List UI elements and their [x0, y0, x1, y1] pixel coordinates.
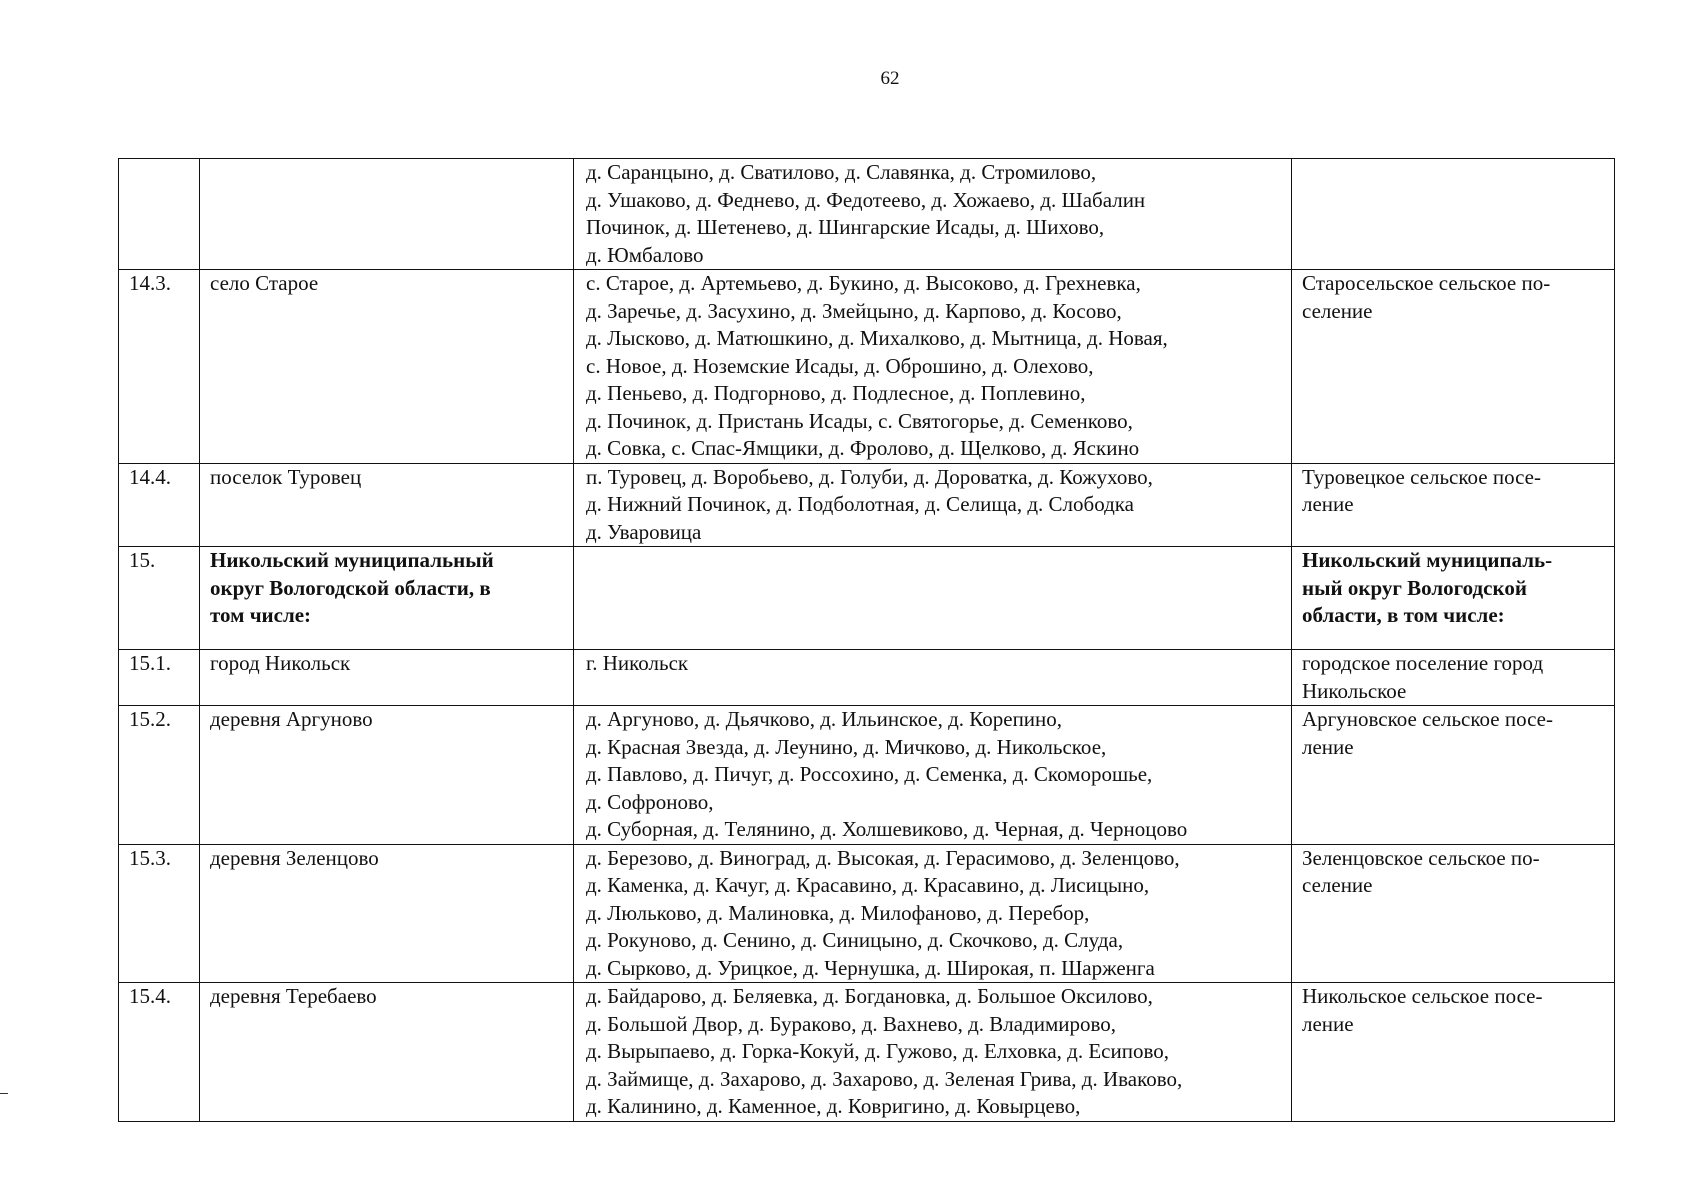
list-line: д. Уваровица — [586, 519, 702, 544]
municipality-cell — [1292, 159, 1615, 270]
mun-line: ный округ Вологодской — [1302, 575, 1527, 600]
name-line: том числе: — [210, 603, 312, 627]
list-line: д. Пеньево, д. Подгорново, д. Подлесное, д. Поплевино, — [586, 381, 1086, 405]
mun-line: ление — [1302, 492, 1354, 516]
table-row — [119, 650, 1615, 706]
table-row — [119, 547, 1615, 650]
mun-line: городское поселение город — [1302, 651, 1544, 675]
list-line: д. Нижний Починок, д. Подболотная, д. Селища, д. Слободка — [586, 492, 1134, 516]
name-line: деревня Аргуново — [210, 707, 373, 731]
list-line: д. Павлово, д. Пичуг, д. Россохино, д. Семенка, д. Скоморошье, — [586, 762, 1153, 786]
list-line: д. Березово, д. Виноград, д. Высокая, д. Герасимово, д. Зеленцово, — [586, 845, 1180, 870]
list-line: д. Калинино, д. Каменное, д. Ковригино, д. Ковырцево, — [586, 1094, 1081, 1118]
table-row — [119, 706, 1615, 845]
mun-line: ление — [1302, 1011, 1354, 1036]
settlement-name-cell — [200, 650, 574, 706]
municipality-cell — [1292, 463, 1615, 547]
list-line: д. Саранцыно, д. Сватилово, д. Славянка, д. Стромилово, — [586, 160, 1097, 184]
mun-line: Старосельское сельское по- — [1302, 271, 1551, 295]
municipality-cell — [1292, 706, 1615, 845]
localities-list-cell — [574, 844, 1292, 983]
mun-line: селение — [1302, 298, 1373, 323]
mun-line: селение — [1302, 873, 1373, 897]
list-line: д. Суборная, д. Телянино, д. Холшевиково, д. Черная, д. Черноцово — [586, 817, 1188, 841]
list-line: с. Новое, д. Ноземские Исады, д. Оброшино, д. Олехово, — [586, 353, 1094, 378]
row-number: 15.3. — [119, 844, 200, 983]
list-line: д. Заречье, д. Засухино, д. Змейцыно, д. Карпово, д. Косово, — [586, 298, 1122, 323]
list-line: д. Люльково, д. Малиновка, д. Милофаново, д. Перебор, — [586, 900, 1090, 925]
settlement-name-cell — [200, 844, 574, 983]
localities-list-cell — [574, 706, 1292, 845]
list-line: д. Лысково, д. Матюшкино, д. Михалково, д. Мытница, д. Новая, — [586, 326, 1168, 350]
table-row — [119, 983, 1615, 1122]
list-line: д. Займище, д. Захарово, д. Захарово, д. Зеленая Грива, д. Иваково, — [586, 1066, 1183, 1091]
mun-line: Зеленцовское сельское по- — [1302, 845, 1540, 870]
localities-list-cell — [574, 159, 1292, 270]
list-line: п. Туровец, д. Воробьево, д. Голуби, д. Дороватка, д. Кожухово, — [586, 464, 1153, 489]
list-line: д. Красная Звезда, д. Леунино, д. Мичково, д. Никольское, — [586, 734, 1107, 759]
name-line: деревня Теребаево — [210, 984, 377, 1008]
table-body — [119, 159, 1615, 1122]
scan-mark — [0, 1093, 8, 1094]
localities-list-cell — [574, 983, 1292, 1122]
municipality-cell — [1292, 650, 1615, 706]
list-line: д. Софроново, — [586, 789, 714, 814]
list-line: д. Починок, д. Пристань Исады, с. Святогорье, д. Семенково, — [586, 408, 1133, 433]
table-row — [119, 463, 1615, 547]
table-row — [119, 270, 1615, 464]
mun-line: Аргуновское сельское посе- — [1302, 707, 1553, 731]
mun-line: Никольское сельское посе- — [1302, 984, 1543, 1008]
name-line: село Старое — [210, 271, 319, 295]
name-line: поселок Туровец — [210, 464, 362, 489]
municipality-cell — [1292, 983, 1615, 1122]
row-number — [119, 159, 200, 270]
list-line: д. Ушаково, д. Федневo, д. Федотеево, д. Хожаево, д. Шабалин — [586, 187, 1146, 212]
list-line: д. Рокуново, д. Сенино, д. Синицыно, д. Скочково, д. Слуда, — [586, 928, 1124, 952]
mun-line: Никольский муниципаль- — [1302, 548, 1553, 572]
settlement-name-cell — [200, 706, 574, 845]
list-line: г. Никольск — [586, 651, 689, 675]
page-number: 62 — [880, 68, 900, 89]
list-line: д. Байдарово, д. Беляевка, д. Богдановка, д. Большое Оксилово, — [586, 984, 1153, 1008]
list-line: д. Сырково, д. Урицкое, д. Чернушка, д. Широкая, п. Шарженга — [586, 955, 1155, 980]
localities-list-cell — [574, 270, 1292, 464]
settlement-name-cell — [200, 270, 574, 464]
mun-line: Туровецкое сельское посе- — [1302, 464, 1541, 489]
row-number: 15.2. — [119, 706, 200, 845]
list-line: д. Юмбалово — [586, 242, 704, 267]
name-line: деревня Зеленцово — [210, 845, 379, 870]
list-line: с. Старое, д. Артемьево, д. Букино, д. Высоково, д. Грехневка, — [586, 271, 1141, 295]
mun-line: Никольское — [1302, 678, 1407, 703]
localities-list-cell — [574, 547, 1292, 650]
list-line: д. Большой Двор, д. Бураково, д. Вахнево, д. Владимирово, — [586, 1011, 1117, 1036]
name-line: округ Вологодской области, в — [210, 575, 491, 600]
settlement-name-cell — [200, 547, 574, 650]
localities-list-cell — [574, 650, 1292, 706]
municipality-cell — [1292, 547, 1615, 650]
settlements-table — [118, 158, 1615, 1122]
list-line: д. Аргуново, д. Дьячково, д. Ильинское, д. Корепино, — [586, 707, 1063, 731]
list-line: д. Каменка, д. Качуг, д. Красавино, д. Красавино, д. Лисицыно, — [586, 873, 1150, 897]
row-number: 15. — [119, 547, 200, 650]
row-number: 15.1. — [119, 650, 200, 706]
localities-list-cell — [574, 463, 1292, 547]
settlement-name-cell — [200, 159, 574, 270]
row-number: 14.4. — [119, 463, 200, 547]
list-line: д. Вырыпаево, д. Горка-Кокуй, д. Гужово, д. Елховка, д. Есипово, — [586, 1039, 1169, 1063]
municipality-cell — [1292, 844, 1615, 983]
settlement-name-cell — [200, 463, 574, 547]
municipality-cell — [1292, 270, 1615, 464]
name-line: город Никольск — [210, 651, 351, 675]
mun-line: ление — [1302, 734, 1354, 759]
list-line: д. Совка, с. Спас-Ямщики, д. Фролово, д. Щелково, д. Яскино — [586, 436, 1140, 460]
table-row — [119, 159, 1615, 270]
row-number: 15.4. — [119, 983, 200, 1122]
name-line: Никольский муниципальный — [210, 548, 494, 572]
table-row — [119, 844, 1615, 983]
mun-line: области, в том числе: — [1302, 603, 1505, 627]
list-line: Починок, д. Шетенево, д. Шингарские Исады, д. Шихово, — [586, 215, 1105, 239]
row-number: 14.3. — [119, 270, 200, 464]
settlement-name-cell — [200, 983, 574, 1122]
